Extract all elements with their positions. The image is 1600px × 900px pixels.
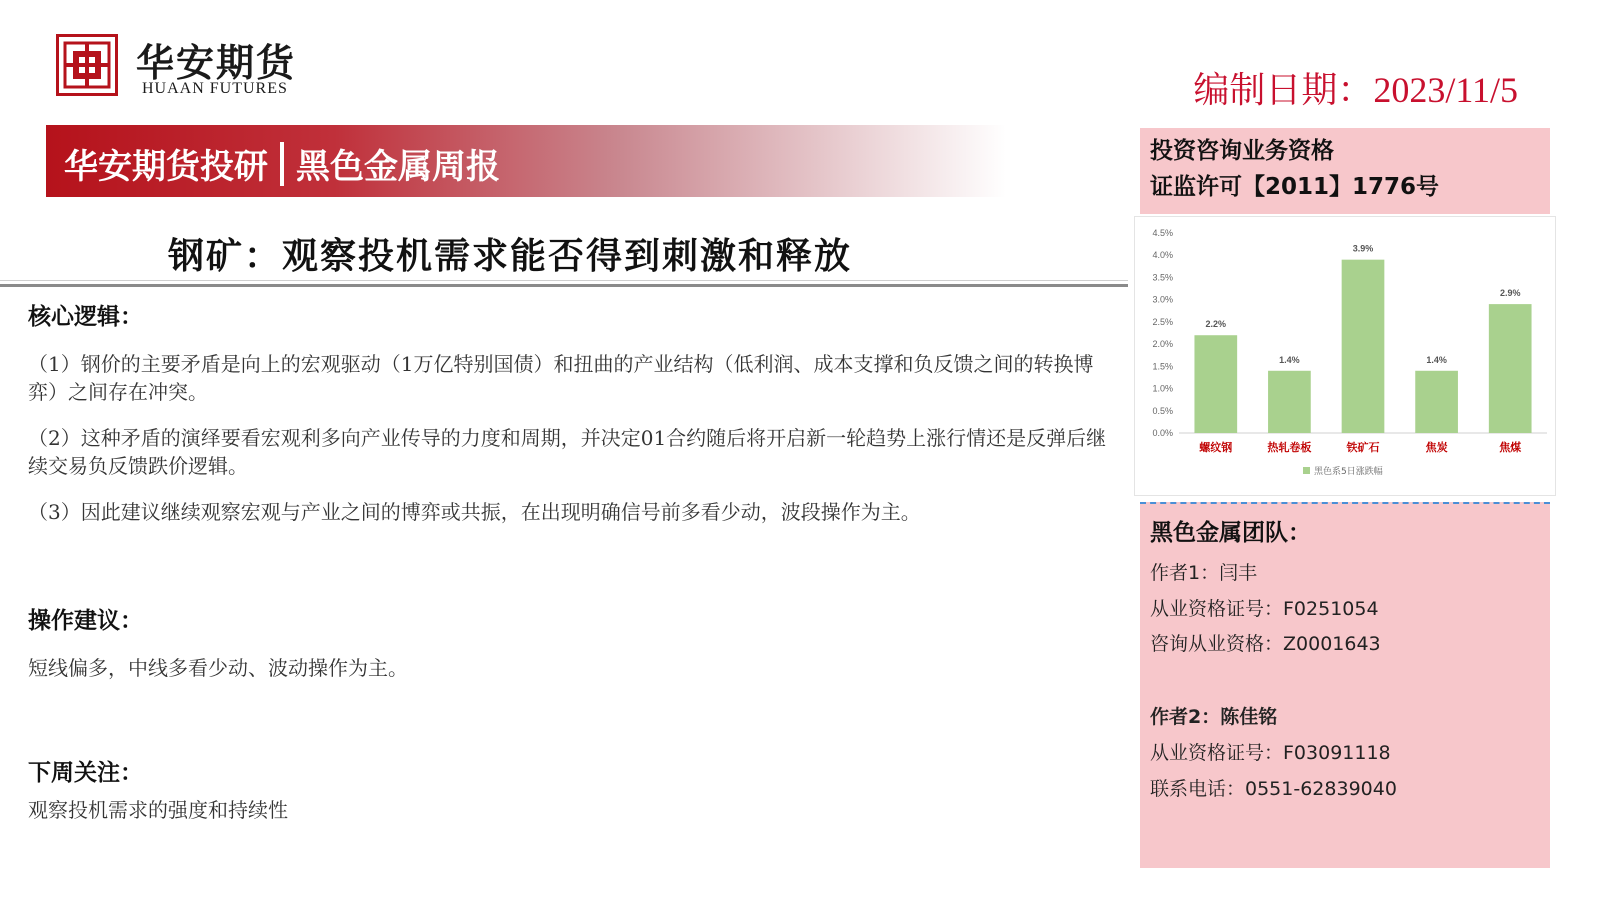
bar (1268, 371, 1311, 433)
y-tick-label: 0.5% (1152, 405, 1173, 416)
data-label: 2.9% (1499, 288, 1521, 299)
author-1-name: 作者1：闫丰 (1150, 562, 1258, 584)
report-banner (46, 125, 1006, 197)
y-tick-label: 1.5% (1152, 361, 1173, 372)
core-logic-point-3: （3）因此建议继续观察宏观与产业之间的博弈或共振，在出现明确信号前多看少动，波段操作为主。 (28, 500, 921, 524)
y-tick-label: 2.0% (1152, 339, 1173, 350)
team-panel (1140, 502, 1550, 690)
author-2-cert: 从业资格证号：F03091118 (1150, 742, 1391, 764)
core-logic-point-2: （2）这种矛盾的演绎要看宏观利多向产业传导的力度和周期，并决定01合约随后将开启新一轮趋势上涨行情还是反弹后继续交易负反馈跌价逻辑。 (28, 426, 1107, 478)
category-label: 热轧卷板 (1267, 441, 1312, 454)
qualification-panel (1140, 128, 1550, 214)
next-week-title: 下周关注： (28, 760, 143, 786)
data-label: 3.9% (1352, 243, 1374, 254)
legend-label: 黑色系5日涨跌幅 (1314, 467, 1383, 477)
logo-chinese-name: 华安期货 (136, 40, 297, 85)
category-label: 焦煤 (1499, 441, 1522, 454)
y-tick-label: 4.5% (1152, 228, 1173, 238)
bar (1194, 335, 1237, 433)
banner-right-text: 黑色金属周报 (296, 147, 500, 187)
core-logic-point-1: （1）钢价的主要矛盾是向上的宏观驱动（1万亿特别国债）和扭曲的产业结构（低利润、成本支撑和负反馈之间的转换博弈）之间存在冲突。 (28, 352, 1094, 404)
company-logo (56, 30, 316, 100)
headline-divider (0, 284, 1128, 287)
qualification-line-2: 证监许可【2011】1776号 (1150, 174, 1440, 200)
y-tick-label: 2.5% (1152, 316, 1173, 327)
report-date: 编制日期：2023/11/5 (1193, 70, 1518, 110)
author-2-phone: 联系电话：0551-62839040 (1150, 778, 1397, 800)
data-label: 2.2% (1205, 319, 1227, 330)
bar (1489, 304, 1532, 433)
category-label: 铁矿石 (1346, 441, 1380, 454)
qualification-line-1: 投资咨询业务资格 (1150, 138, 1334, 164)
author-2-name: 作者2：陈佳铭 (1150, 706, 1278, 728)
weekly-change-chart (1134, 216, 1556, 496)
banner-left-text: 华安期货投研 (64, 147, 268, 187)
huaan-seal-icon (56, 34, 118, 96)
y-tick-label: 3.5% (1152, 272, 1173, 283)
bar (1342, 260, 1385, 433)
banner-separator (280, 142, 284, 186)
banner-title (64, 139, 500, 188)
bar (1415, 371, 1458, 433)
y-tick-label: 4.0% (1152, 250, 1173, 261)
legend-swatch (1303, 467, 1310, 474)
y-tick-label: 3.0% (1152, 294, 1173, 305)
author-1-consult: 咨询从业资格：Z0001643 (1150, 633, 1381, 655)
y-tick-label: 1.0% (1152, 383, 1173, 394)
y-tick-label: 0.0% (1152, 428, 1173, 438)
category-label: 焦炭 (1425, 441, 1448, 454)
logo-english-name: HUAAN FUTURES (142, 80, 288, 97)
data-label: 1.4% (1426, 354, 1447, 365)
core-logic-title: 核心逻辑： (28, 304, 143, 330)
bar-chart (1135, 217, 1557, 497)
next-week-text: 观察投机需求的强度和持续性 (28, 798, 288, 822)
author-2-panel (1140, 690, 1550, 868)
author-1-cert: 从业资格证号：F0251054 (1150, 598, 1379, 620)
data-label: 1.4% (1279, 354, 1300, 365)
report-headline: 钢矿：观察投机需求能否得到刺激和释放 (168, 235, 853, 277)
headline-divider-light (0, 280, 1128, 281)
team-title: 黑色金属团队： (1150, 520, 1311, 546)
advice-text: 短线偏多，中线多看少动、波动操作为主。 (28, 656, 408, 680)
category-label: 螺纹钢 (1199, 441, 1233, 454)
advice-title: 操作建议： (28, 608, 143, 634)
